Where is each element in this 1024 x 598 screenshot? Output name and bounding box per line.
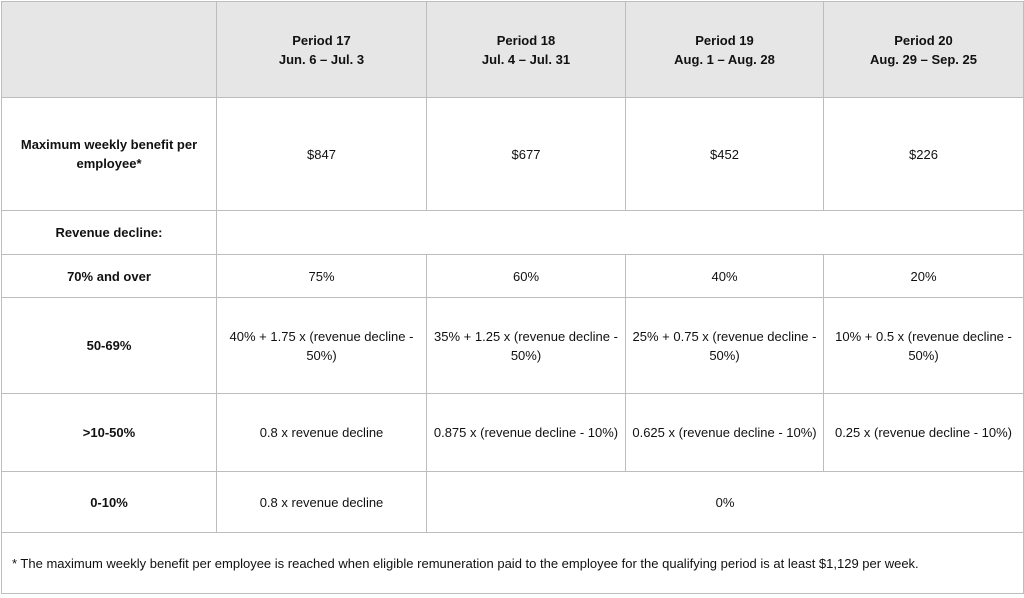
table-cell: 10% + 0.5 x (revenue decline - 50%) <box>824 298 1024 394</box>
period-dates: Jul. 4 – Jul. 31 <box>481 51 571 67</box>
table-cell: 40% + 1.75 x (revenue decline - 50%) <box>217 298 427 394</box>
period-dates: Jun. 6 – Jul. 3 <box>278 51 365 67</box>
table-cell: 0.625 x (revenue decline - 10%) <box>626 394 824 472</box>
row-70-and-over <box>2 255 1024 298</box>
row-label-max-benefit: Maximum weekly benefit per employee* <box>2 98 217 211</box>
benefit-table <box>1 1 1024 594</box>
row-label-70-and-over: 70% and over <box>2 255 217 298</box>
table-cell: $677 <box>427 98 626 211</box>
table-cell: 0.8 x revenue decline <box>217 394 427 472</box>
table-cell: 75% <box>217 255 427 298</box>
merged-zero-cell: 0% <box>427 472 1024 533</box>
table-cell: 35% + 1.25 x (revenue decline - 50%) <box>427 298 626 394</box>
max-benefit-row <box>2 98 1024 211</box>
header-row <box>2 2 1024 98</box>
header-period-17 <box>217 2 427 98</box>
period-name: Period 19 <box>695 32 754 48</box>
table-cell: $847 <box>217 98 427 211</box>
header-corner-cell <box>2 2 217 98</box>
table-cell: 20% <box>824 255 1024 298</box>
header-period-19 <box>626 2 824 98</box>
row-10-50 <box>2 394 1024 472</box>
header-period-20 <box>824 2 1024 98</box>
row-label-0-10: 0-10% <box>2 472 217 533</box>
table-cell: $226 <box>824 98 1024 211</box>
header-period-18 <box>427 2 626 98</box>
row-50-69 <box>2 298 1024 394</box>
table-cell: 0.8 x revenue decline <box>217 472 427 533</box>
row-label-revenue-decline: Revenue decline: <box>2 211 217 255</box>
empty-merged-cell <box>217 211 1024 255</box>
table-cell: 25% + 0.75 x (revenue decline - 50%) <box>626 298 824 394</box>
footnote-row <box>2 533 1024 594</box>
table-cell: 0.875 x (revenue decline - 10%) <box>427 394 626 472</box>
table-cell: 60% <box>427 255 626 298</box>
period-dates: Aug. 1 – Aug. 28 <box>674 51 775 67</box>
period-name: Period 18 <box>496 32 556 48</box>
row-label-50-69: 50-69% <box>2 298 217 394</box>
period-name: Period 20 <box>894 32 953 48</box>
period-name: Period 17 <box>292 32 351 48</box>
row-0-10 <box>2 472 1024 533</box>
revenue-decline-row <box>2 211 1024 255</box>
period-dates: Aug. 29 – Sep. 25 <box>870 51 977 67</box>
table-cell: $452 <box>626 98 824 211</box>
table-cell: 40% <box>626 255 824 298</box>
table-cell: 0.25 x (revenue decline - 10%) <box>824 394 1024 472</box>
footnote: * The maximum weekly benefit per employee is reached when eligible remuneration paid to the employee for the qualifying period is at least $1,129 per week. <box>2 533 1024 594</box>
row-label-10-50: >10-50% <box>2 394 217 472</box>
